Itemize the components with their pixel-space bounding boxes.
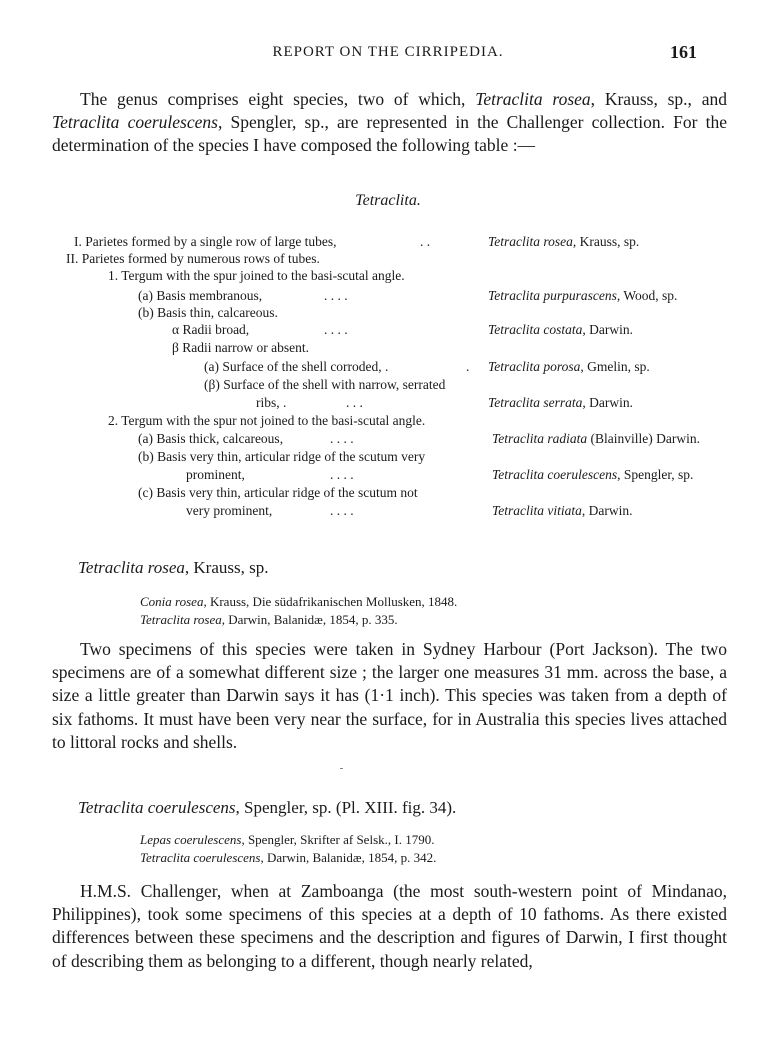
key-title: Tetraclita.	[355, 192, 421, 209]
key-row	[0, 340, 776, 358]
rosea-paragraph	[52, 638, 727, 754]
coerulescens-synonym: Lepas coerulescens, Spengler, Skrifter af Selsk., I. 1790.	[140, 832, 435, 847]
key-species: Tetraclita vitiata, Darwin.	[492, 503, 633, 518]
key-row	[0, 485, 776, 503]
key-label: (b) Basis thin, calcareous.	[138, 305, 278, 320]
intro-paragraph	[52, 88, 727, 158]
intro-species-2: Tetraclita coerulescens	[52, 112, 218, 133]
coerulescens-paragraph	[52, 880, 727, 973]
key-species: Tetraclita porosa, Gmelin, sp.	[488, 359, 650, 374]
key-dots: . . .	[346, 395, 363, 410]
key-dots: . . . .	[324, 322, 348, 337]
key-dots: .	[466, 359, 470, 374]
key-species: Tetraclita coerulescens, Spengler, sp.	[492, 467, 694, 482]
key-species: Tetraclita purpurascens, Wood, sp.	[488, 288, 678, 303]
key-species: Tetraclita rosea, Krauss, sp.	[488, 234, 640, 249]
intro-text-3: , Spengler, sp., are represented in the Challenger collection. For the determination of the species I have composed the following table :—	[52, 112, 727, 156]
coerulescens-text: H.M.S. Challenger, when at Zamboanga (the most south-western point of Mindanao, Philippines), took some specimens of this species at a depth of 10 fathoms. As there existed differences between these specimens and the description and figures of Darwin, I first thought of describing them as belonging to a different, though nearly related,	[52, 881, 727, 971]
key-row	[0, 467, 776, 485]
rosea-synonym: Conia rosea, Krauss, Die südafrikanischen Mollusken, 1848.	[140, 594, 458, 609]
intro-text-1: The genus comprises eight species, two of which,	[80, 89, 476, 109]
key-row	[0, 305, 776, 323]
coerulescens-synonym: Tetraclita coerulescens, Darwin, Balanidæ, 1854, p. 342.	[140, 850, 437, 865]
key-species: Tetraclita serrata, Darwin.	[488, 395, 634, 410]
key-row	[0, 377, 776, 395]
rosea-synonym: Tetraclita rosea, Darwin, Balanidæ, 1854, p. 335.	[140, 612, 398, 627]
key-species: Tetraclita costata, Darwin.	[488, 322, 634, 337]
key-label: prominent,	[186, 467, 245, 482]
key-species: Tetraclita radiata (Blainville) Darwin.	[492, 431, 700, 446]
key-row	[0, 503, 776, 521]
key-label: β Radii narrow or absent.	[172, 340, 309, 355]
key-row	[0, 395, 776, 413]
key-label: (a) Basis thick, calcareous,	[138, 431, 284, 446]
key-label: (c) Basis very thin, articular ridge of the scutum not	[138, 485, 418, 500]
key-label: very prominent,	[186, 503, 273, 518]
key-row	[0, 413, 776, 431]
running-title: REPORT ON THE CIRRIPEDIA.	[272, 44, 504, 60]
key-row	[0, 449, 776, 467]
key-label: (β) Surface of the shell with narrow, serrated	[204, 377, 446, 392]
intro-text-2: , Krauss, sp., and	[590, 89, 727, 109]
rosea-text: Two specimens of this species were taken in Sydney Harbour (Port Jackson). The two specimens are of a somewhat different size ; the larger one measures 31 mm. across the base, a size a little greater than Darwin says it has (1·1 inch). This species was taken from a depth of six fathoms. It must have been very near the surface, for in Australia this species lives attached to littoral rocks and shells.	[52, 639, 727, 752]
key-dots: . . . .	[324, 288, 348, 303]
key-label: II. Parietes formed by numerous rows of tubes.	[66, 251, 320, 266]
print-mark	[340, 768, 343, 769]
key-row	[0, 251, 776, 269]
key-label: I. Parietes formed by a single row of large tubes,	[74, 234, 337, 249]
intro-species-1: Tetraclita rosea	[475, 89, 591, 109]
key-row	[0, 322, 776, 340]
coerulescens-heading: Tetraclita coerulescens, Spengler, sp. (Pl. XIII. fig. 34).	[78, 798, 457, 817]
key-label: 2. Tergum with the spur not joined to the basi-scutal angle.	[108, 413, 426, 428]
key-dots: . .	[420, 234, 431, 249]
key-row	[0, 234, 776, 252]
key-row	[0, 359, 776, 377]
key-row	[0, 288, 776, 306]
key-row	[0, 431, 776, 449]
key-label: ribs, .	[256, 395, 287, 410]
key-dots: . . . .	[330, 503, 354, 518]
key-label: 1. Tergum with the spur joined to the basi-scutal angle.	[108, 268, 405, 283]
key-label: (a) Surface of the shell corroded, .	[204, 359, 389, 374]
key-dots: . . . .	[330, 467, 354, 482]
key-label: (a) Basis membranous,	[138, 288, 263, 303]
key-label: (b) Basis very thin, articular ridge of the scutum very	[138, 449, 426, 464]
rosea-heading: Tetraclita rosea, Krauss, sp.	[78, 558, 269, 577]
key-row	[0, 268, 776, 286]
key-dots: . . . .	[330, 431, 354, 446]
page-number: 161	[670, 42, 697, 62]
key-label: α Radii broad,	[172, 322, 250, 337]
